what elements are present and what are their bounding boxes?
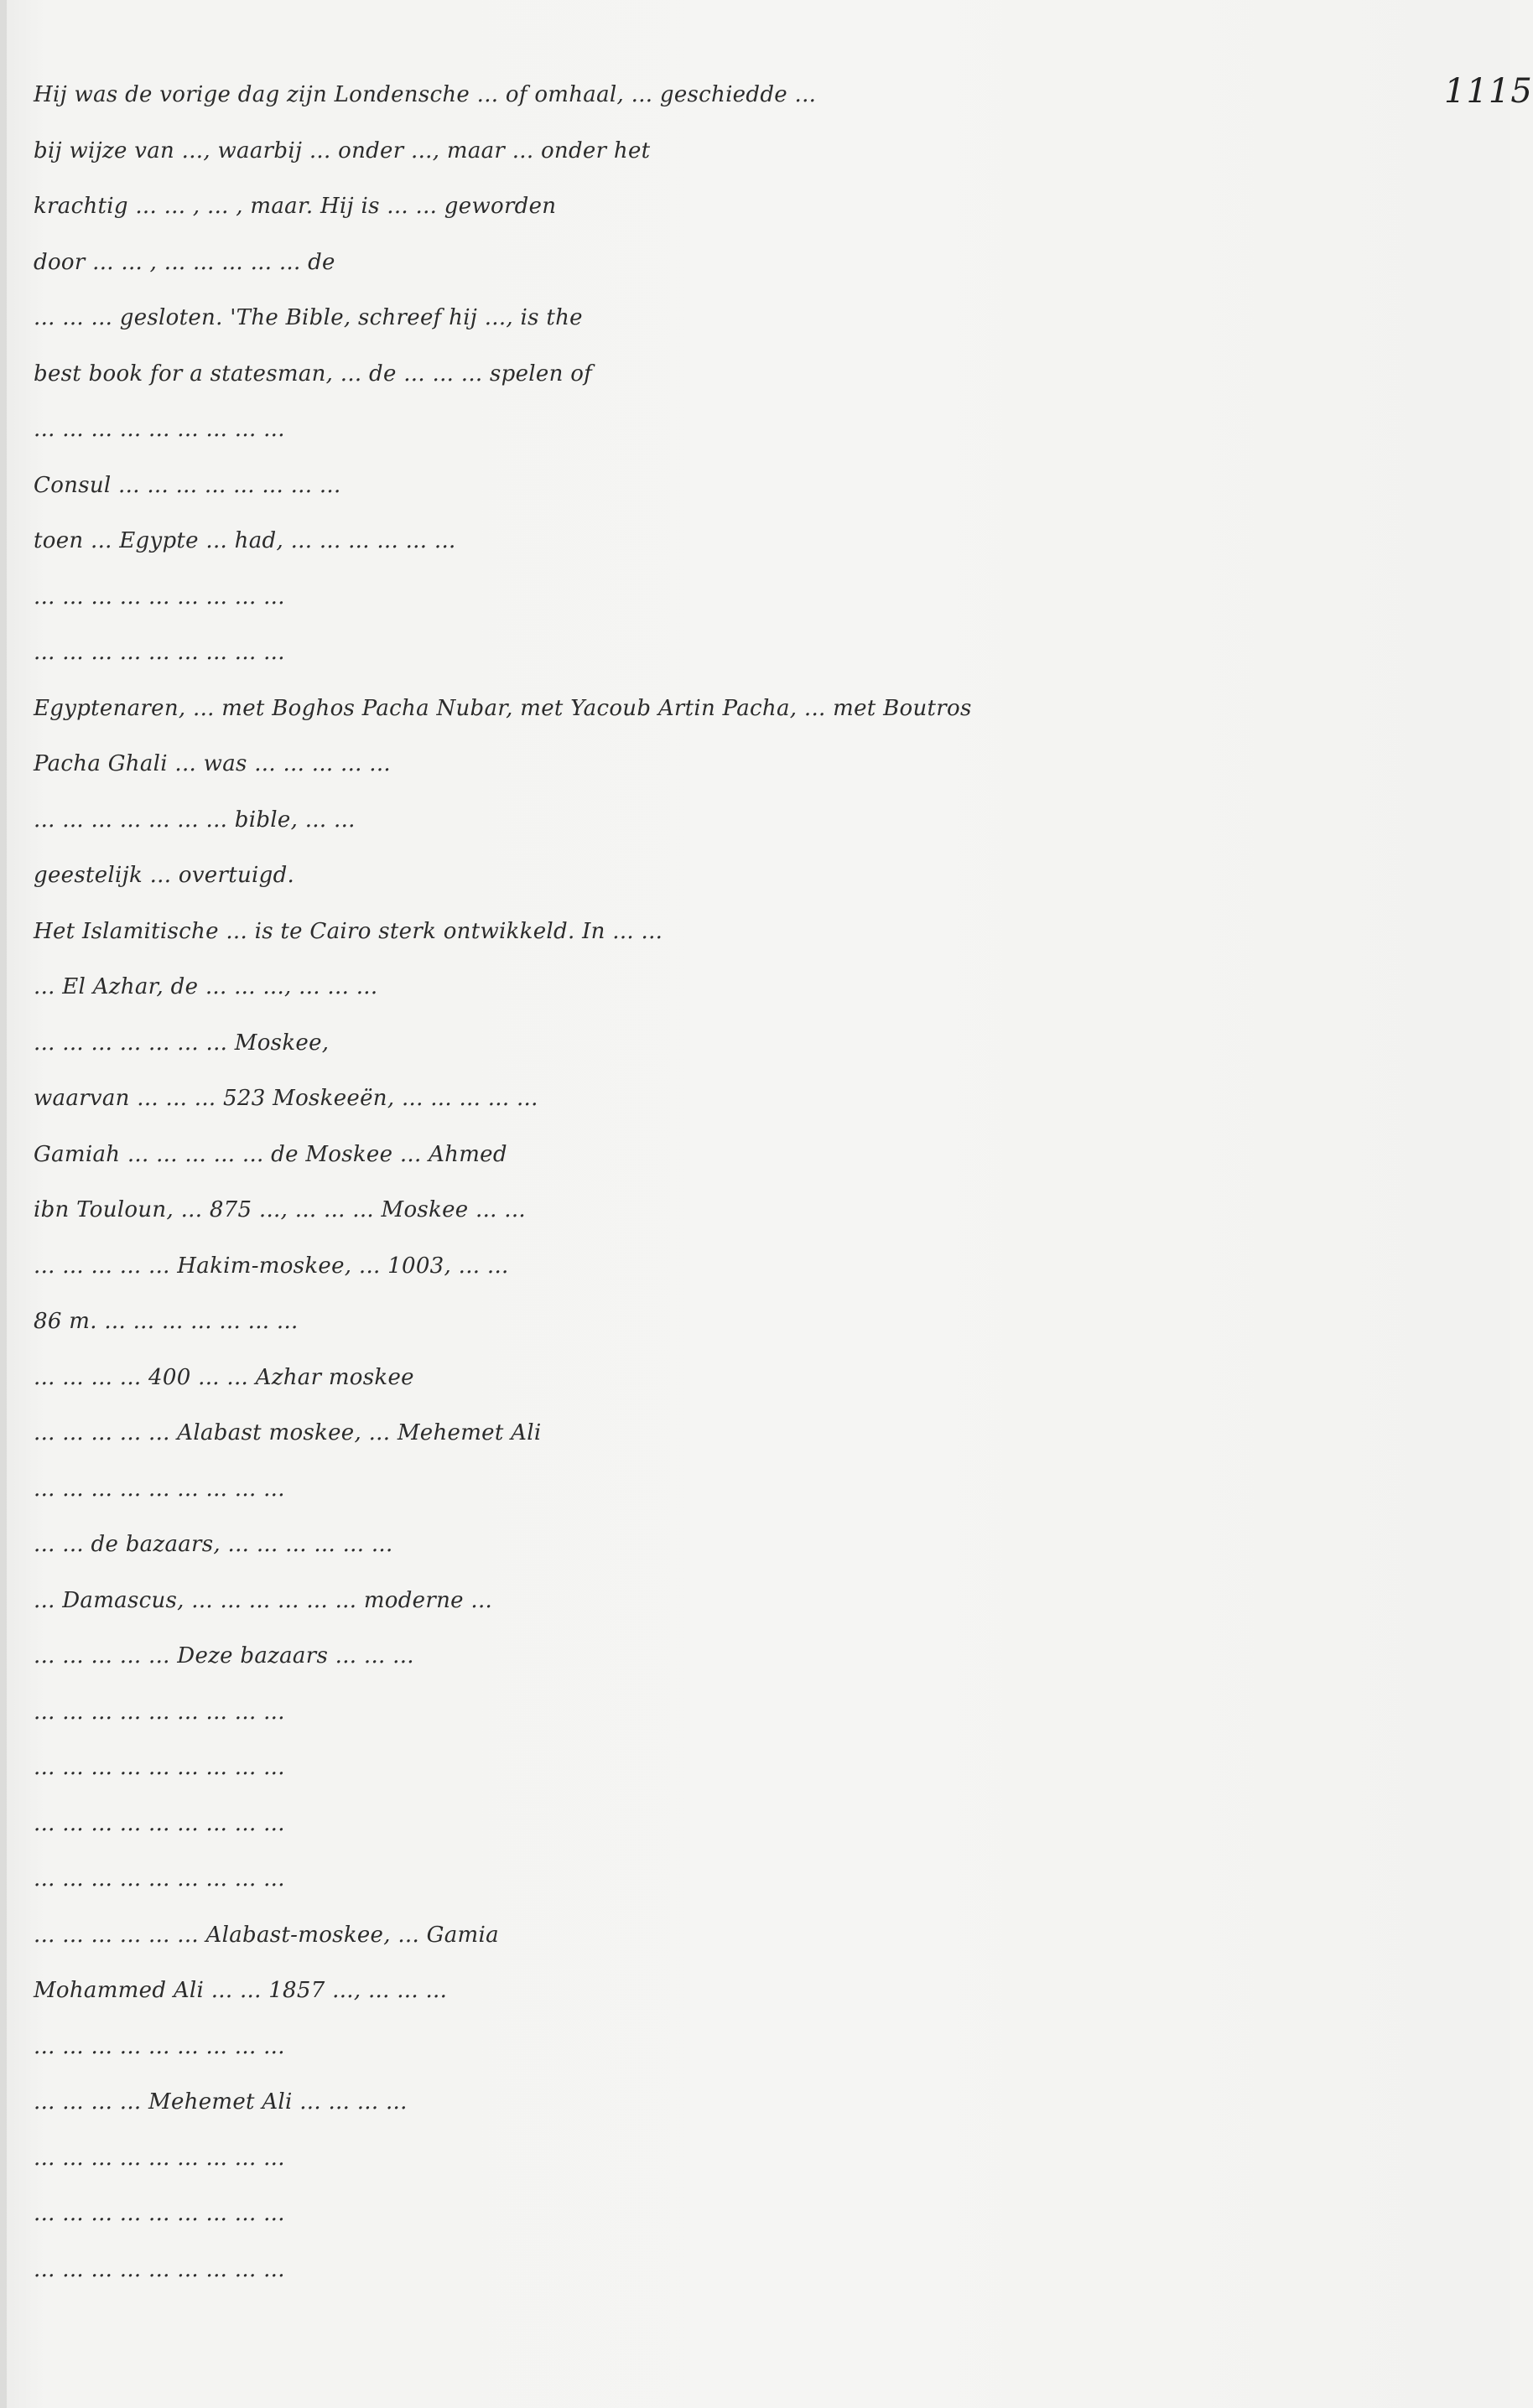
manuscript-line: ... ... de bazaars, ... ... ... ... ... ...: [34, 1532, 393, 1557]
page-number: 1115: [1444, 72, 1533, 111]
manuscript-line: bij wijze van ..., waarbij ... onder ..., maar ... onder het: [34, 138, 651, 163]
manuscript-line: ... ... ... ... 400 ... ... Azhar moskee: [34, 1364, 414, 1390]
manuscript-line: krachtig ... ... , ... , maar. Hij is ... ... geworden: [34, 194, 557, 219]
manuscript-line: ... ... ... ... ... ... ... ... ...: [34, 1810, 285, 1836]
manuscript-line: ... El Azhar, de ... ... ..., ... ... ...: [34, 974, 378, 999]
manuscript-line: ... ... ... ... ... Alabast moskee, ... Mehemet Ali: [34, 1420, 542, 1445]
manuscript-line: Egyptenaren, ... met Boghos Pacha Nubar, met Yacoub Artin Pacha, ... met Boutros: [34, 695, 972, 721]
manuscript-line: ... ... ... ... ... Hakim-moskee, ... 1003, ... ...: [34, 1253, 509, 1279]
manuscript-line: ... ... ... ... ... ... ... ... ...: [34, 1866, 285, 1892]
manuscript-line: ... Damascus, ... ... ... ... ... ... moderne ...: [34, 1587, 493, 1613]
manuscript-line: ... ... ... ... ... ... ... ... ...: [34, 1476, 285, 1502]
manuscript-line: Consul ... ... ... ... ... ... ... ...: [34, 472, 341, 498]
manuscript-line: ... ... ... ... ... ... ... ... ...: [34, 2033, 285, 2059]
manuscript-line: ... ... ... ... ... ... Alabast-moskee, ... Gamia: [34, 1922, 499, 1948]
manuscript-line: ... ... ... ... ... ... ... bible, ... ...: [34, 807, 356, 833]
manuscript-line: geestelijk ... overtuigd.: [34, 863, 295, 888]
manuscript-line: ... ... ... ... ... ... ... ... ...: [34, 640, 285, 665]
manuscript-line: ... ... ... ... ... ... ... ... ...: [34, 584, 285, 610]
manuscript-line: ... ... ... gesloten. 'The Bible, schreef hij ..., is the: [34, 305, 583, 330]
manuscript-line: ... ... ... ... ... ... ... ... ...: [34, 1699, 285, 1725]
manuscript-line: ... ... ... ... ... ... ... Moskee,: [34, 1030, 330, 1056]
manuscript-line: Mohammed Ali ... ... 1857 ..., ... ... ...: [34, 1978, 448, 2003]
manuscript-line: ... ... ... ... Mehemet Ali ... ... ... ...: [34, 2089, 408, 2115]
manuscript-line: ... ... ... ... ... ... ... ... ...: [34, 1755, 285, 1780]
page-gutter: [0, 0, 7, 2408]
manuscript-line: toen ... Egypte ... had, ... ... ... ... ... ...: [34, 528, 456, 553]
manuscript-line: 86 m. ... ... ... ... ... ... ...: [34, 1309, 299, 1334]
manuscript-line: Gamiah ... ... ... ... ... de Moskee ... Ahmed: [34, 1141, 507, 1167]
manuscript-text: [34, 67, 1124, 2297]
manuscript-line: ... ... ... ... ... ... ... ... ...: [34, 2145, 285, 2171]
manuscript-line: Hij was de vorige dag zijn Londensche ... of omhaal, ... geschiedde ...: [34, 82, 817, 107]
manuscript-line: ... ... ... ... ... ... ... ... ...: [34, 2201, 285, 2226]
manuscript-line: Pacha Ghali ... was ... ... ... ... ...: [34, 751, 391, 776]
manuscript-line: best book for a statesman, ... de ... ... ... spelen of: [34, 361, 593, 387]
manuscript-line: door ... ... , ... ... ... ... ... de: [34, 249, 335, 275]
manuscript-line: ... ... ... ... ... Deze bazaars ... ... ...: [34, 1643, 414, 1668]
manuscript-line: ... ... ... ... ... ... ... ... ...: [34, 2256, 285, 2282]
manuscript-line: Het Islamitische ... is te Cairo sterk ontwikkeld. In ... ...: [34, 918, 663, 944]
manuscript-line: ... ... ... ... ... ... ... ... ...: [34, 417, 285, 442]
manuscript-line: waarvan ... ... ... 523 Moskeeën, ... ... ... ... ...: [34, 1086, 538, 1111]
manuscript-line: ibn Touloun, ... 875 ..., ... ... ... Moskee ... ...: [34, 1197, 526, 1222]
